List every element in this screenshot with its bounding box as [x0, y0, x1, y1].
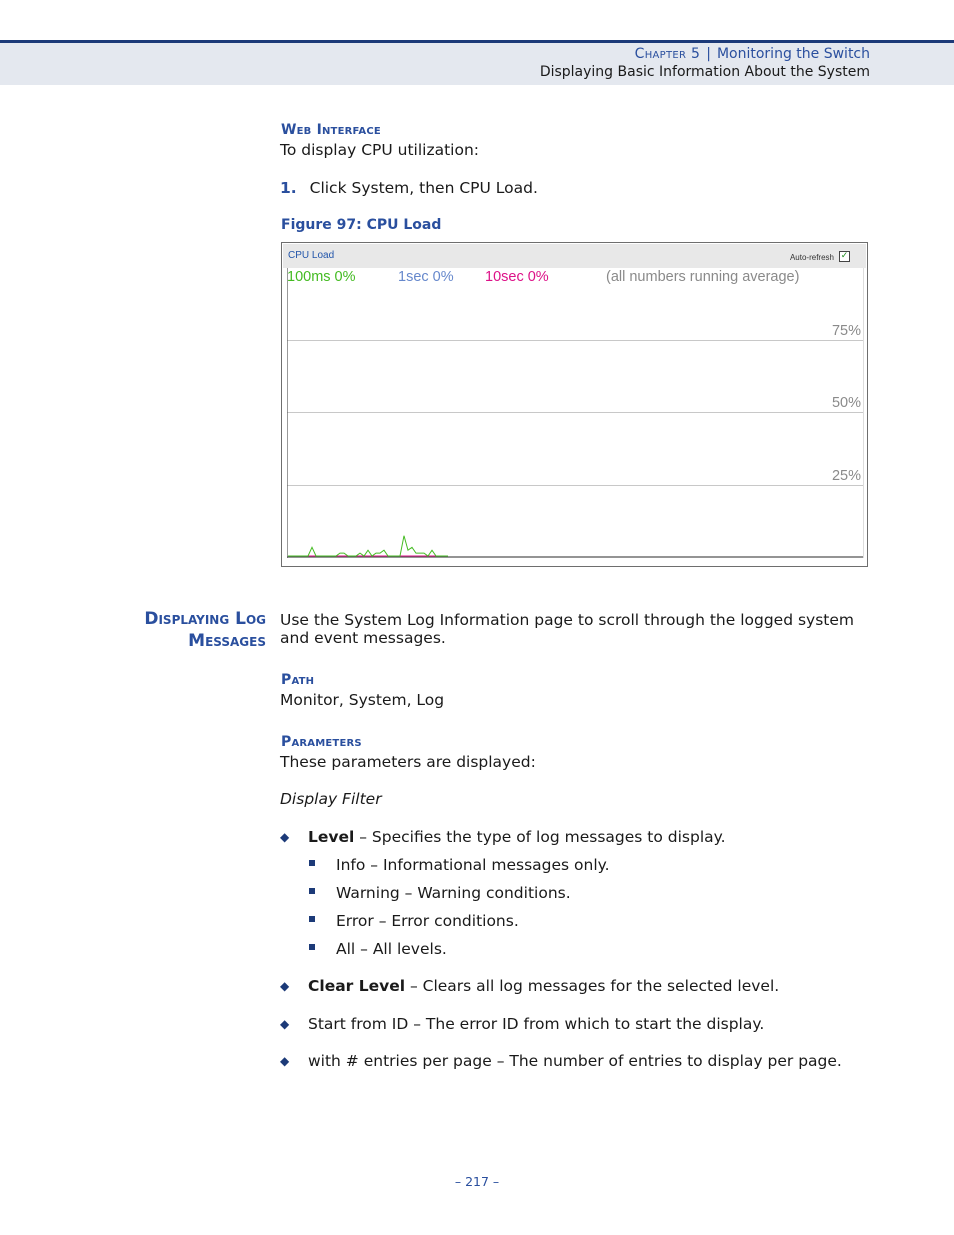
- running-header-section: Displaying Basic Information About the System: [539, 64, 870, 80]
- entries-per-page-item: with # entries per page – The number of entries to display per page.: [308, 1052, 842, 1070]
- chart-svg: [287, 268, 863, 558]
- square-bullet-icon: [309, 944, 315, 950]
- cpu-load-panel: [281, 242, 868, 567]
- clear-level-term: Clear Level: [308, 977, 406, 995]
- level-desc: – Specifies the type of log messages to display.: [354, 828, 726, 846]
- legend-100ms: 100ms 0%: [287, 269, 356, 285]
- chapter-title: Monitoring the Switch: [716, 46, 870, 62]
- step-text: Click System, then CPU Load.: [309, 179, 538, 197]
- display-filter-label: Display Filter: [280, 790, 382, 808]
- auto-refresh-checkbox[interactable]: ✓: [840, 251, 849, 261]
- web-interface-intro: To display CPU utilization:: [280, 141, 480, 159]
- panel-titlebar: [283, 244, 866, 268]
- series-line-100ms: [288, 536, 448, 556]
- running-header-chapter: [635, 46, 870, 62]
- web-interface-heading: Web Interface: [281, 122, 381, 138]
- log-intro: Use the System Log Information page to scroll through the logged system and event messages.: [280, 611, 855, 647]
- square-bullet-icon: [309, 916, 315, 922]
- auto-refresh-label: Auto-refresh: [789, 253, 834, 262]
- cpu-load-chart: [287, 268, 864, 558]
- legend-1sec: 1sec 0%: [398, 269, 454, 285]
- path-heading: Path: [281, 672, 315, 688]
- square-bullet-icon: [309, 860, 315, 866]
- header-separator: |: [706, 46, 711, 62]
- page-number: – 217 –: [454, 1174, 500, 1189]
- level-option-error: Error – Error conditions.: [336, 912, 519, 930]
- figure-caption: Figure 97: CPU Load: [281, 217, 442, 233]
- level-option-warning: Warning – Warning conditions.: [336, 884, 571, 902]
- panel-title: CPU Load: [288, 250, 335, 261]
- clear-level-desc: – Clears all log messages for the selected level.: [405, 977, 780, 995]
- ytick-25: 25%: [831, 468, 861, 484]
- ytick-75: 75%: [831, 323, 861, 339]
- level-option-info: Info – Informational messages only.: [336, 856, 610, 874]
- diamond-bullet-icon: ◆: [280, 1054, 290, 1068]
- diamond-bullet-icon: ◆: [280, 1017, 290, 1031]
- parameters-intro: These parameters are displayed:: [280, 753, 536, 771]
- path-text: Monitor, System, Log: [280, 691, 445, 709]
- legend-10sec: 10sec 0%: [485, 269, 549, 285]
- diamond-bullet-icon: ◆: [280, 830, 290, 844]
- section-heading-line2: Messages: [188, 631, 266, 651]
- level-option-all: All – All levels.: [336, 940, 447, 958]
- ytick-50: 50%: [831, 395, 861, 411]
- start-from-id-item: Start from ID – The error ID from which to start the display.: [308, 1015, 765, 1033]
- step-1: [280, 179, 538, 197]
- step-number: 1.: [280, 179, 297, 197]
- diamond-bullet-icon: ◆: [280, 979, 290, 993]
- clear-level-item: [308, 977, 779, 995]
- level-term: Level: [308, 828, 355, 846]
- legend-note: (all numbers running average): [606, 269, 800, 285]
- level-item: [308, 828, 726, 846]
- section-heading-line1: Displaying Log: [144, 609, 266, 629]
- chapter-label: Chapter 5: [634, 46, 701, 62]
- parameters-heading: Parameters: [281, 734, 362, 750]
- square-bullet-icon: [309, 888, 315, 894]
